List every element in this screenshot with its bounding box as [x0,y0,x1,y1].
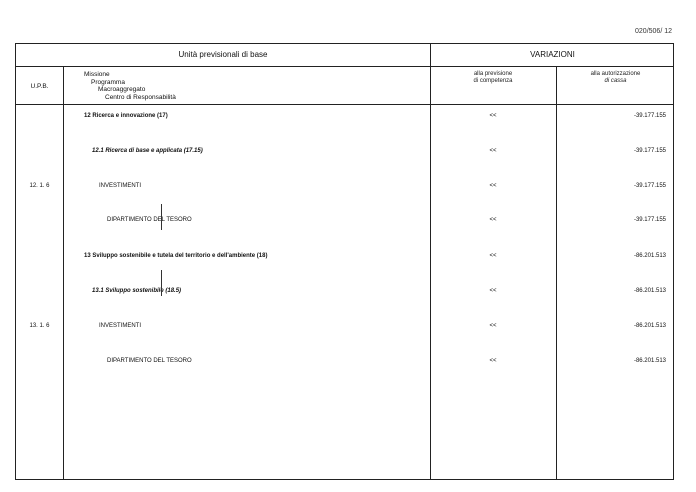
table-row [16,321,673,333]
cassa-value: -39.177.155 [633,148,666,154]
hierarchy-header [84,71,176,101]
cassa-header [556,71,675,85]
header-left-title: Unità previsionali di base [178,50,268,59]
row-description: 13.1 Sviluppo sostenibile (18.5) [92,288,182,294]
variations-table [15,43,674,480]
hierarchy-macroaggregato: Macroaggregato [98,86,146,93]
competenza-value: << [489,183,497,189]
table-row [16,111,673,123]
table-row [16,286,673,298]
competenza-header [430,71,556,85]
competenza-value: << [489,288,497,294]
competenza-value: << [489,148,497,154]
table-row [16,356,673,368]
pen-mark [161,270,162,296]
divider [556,66,557,479]
row-description: DIPARTIMENTO DEL TESORO [107,217,192,223]
cassa-value: -39.177.155 [633,217,666,223]
table-row [16,251,673,263]
competenza-value: << [489,358,497,364]
row-description: 12.1 Ricerca di base e applicata (17.15) [92,148,203,154]
divider [16,104,673,105]
cassa-value: -86.201.513 [633,358,666,364]
row-description: DIPARTIMENTO DEL TESORO [107,358,192,364]
divider [63,66,64,479]
competenza-value: << [489,323,497,329]
cassa-value: -86.201.513 [633,253,666,259]
competenza-value: << [489,253,497,259]
table-row [16,215,673,227]
hierarchy-programma: Programma [91,78,125,86]
competenza-line-1: alla previsione [473,71,513,77]
cassa-line-1: alla autorizzazione [590,71,641,77]
hierarchy-centro: Centro di Responsabilità [105,93,176,101]
row-description: INVESTIMENTI [99,183,142,189]
cassa-value: -39.177.155 [633,113,666,119]
page-code: 020/506/ 12 [635,28,672,35]
pen-mark [161,204,162,230]
divider [16,66,673,67]
table-row [16,181,673,193]
upb-code: 12. 1. 6 [29,183,50,189]
cassa-line-2: di cassa [604,78,627,84]
row-description: 13 Sviluppo sostenibile e tutela del territorio e dell'ambiente (18) [84,253,268,259]
table-row [16,146,673,158]
competenza-line-2: di competenza [473,78,513,84]
competenza-value: << [489,113,497,119]
competenza-value: << [489,217,497,223]
hierarchy-missione: Missione [84,71,110,78]
upb-code: 13. 1. 6 [29,323,50,329]
cassa-value: -86.201.513 [633,323,666,329]
row-description: 12 Ricerca e innovazione (17) [84,113,168,119]
header-right-title: VARIAZIONI [530,50,575,59]
row-description: INVESTIMENTI [99,323,142,329]
cassa-value: -86.201.513 [633,288,666,294]
cassa-value: -39.177.155 [633,183,666,189]
upb-header: U.P.B. [30,83,49,90]
